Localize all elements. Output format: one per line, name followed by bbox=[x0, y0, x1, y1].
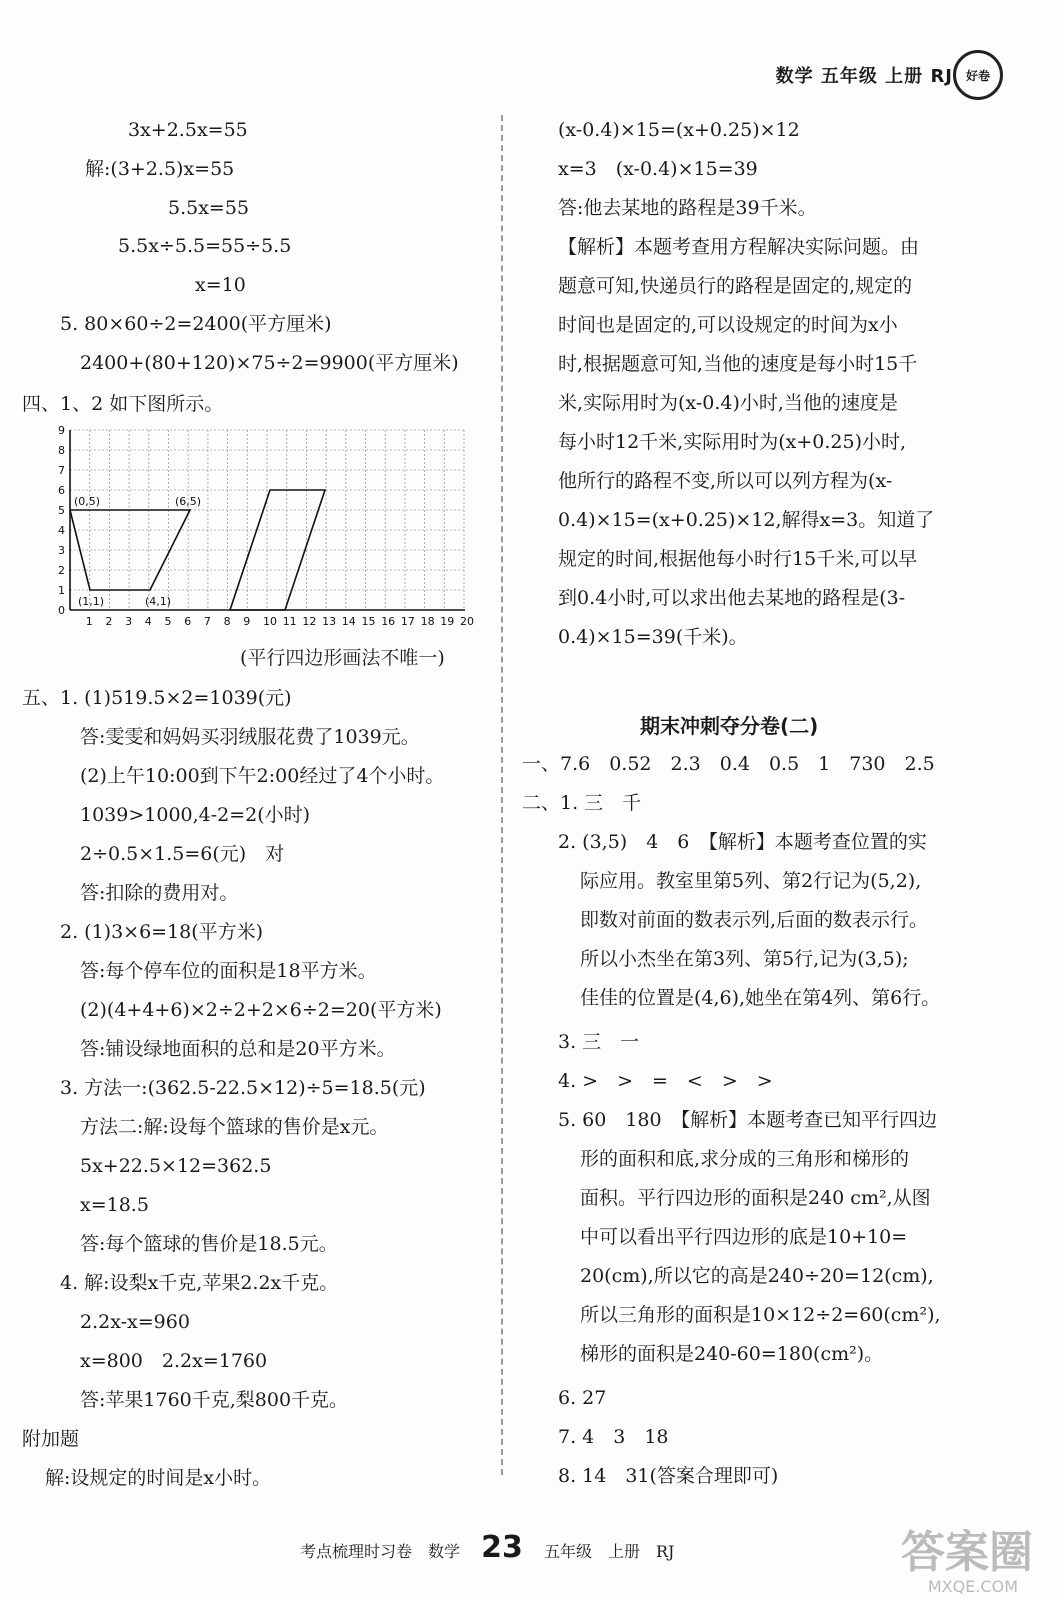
text-line: 规定的时间,根据他每小时行15千米,可以早 bbox=[558, 548, 918, 570]
text-line: 米,实际用时为(x-0.4)小时,当他的速度是 bbox=[558, 392, 898, 414]
text-line: 一、7.6 0.52 2.3 0.4 0.5 1 730 2.5 bbox=[522, 753, 935, 775]
text-line: 0.4)×15=39(千米)。 bbox=[558, 626, 748, 648]
text-line: (2)(4+4+6)×2÷2+2×6÷2=20(平方米) bbox=[80, 999, 442, 1021]
text-line: 答:扣除的费用对。 bbox=[80, 882, 239, 904]
text-line: 题意可知,快递员行的路程是固定的,规定的 bbox=[558, 275, 913, 297]
text-line: x=3 (x-0.4)×15=39 bbox=[558, 158, 758, 180]
x-tick-label: 9 bbox=[243, 615, 251, 628]
text-line: 佳佳的位置是(4,6),她坐在第4列、第6行。 bbox=[580, 987, 941, 1009]
x-tick-label: 14 bbox=[341, 615, 356, 628]
brand-logo: 好卷 bbox=[953, 50, 1003, 100]
text-line: 2.2x-x=960 bbox=[80, 1311, 190, 1333]
x-tick-label: 3 bbox=[125, 615, 133, 628]
x-tick-label: 13 bbox=[322, 615, 337, 628]
text-line: 7. 4 3 18 bbox=[558, 1426, 669, 1448]
text-line: 5.5x÷5.5=55÷5.5 bbox=[118, 235, 292, 257]
text-line: 所以小杰坐在第3列、第5行,记为(3,5); bbox=[580, 948, 909, 970]
text-line: 3. 方法一:(362.5-22.5×12)÷5=18.5(元) bbox=[60, 1077, 426, 1099]
text-line: 2÷0.5×1.5=6(元) 对 bbox=[80, 843, 285, 865]
text-line: 即数对前面的数表示列,后面的数表示行。 bbox=[580, 909, 929, 931]
x-tick-label: 17 bbox=[400, 615, 415, 628]
text-line: 解:(3+2.5)x=55 bbox=[85, 158, 235, 180]
text-line: 0.4)×15=(x+0.25)×12,解得x=3。知道了 bbox=[558, 509, 935, 531]
text-line: x=18.5 bbox=[80, 1194, 149, 1216]
watermark-logo: 答案圈 bbox=[901, 1527, 1033, 1578]
x-tick-label: 12 bbox=[302, 615, 317, 628]
text-line: 五、1. (1)519.5×2=1039(元) bbox=[22, 687, 292, 709]
text-line: 解:设规定的时间是x小时。 bbox=[45, 1467, 272, 1489]
text-line: 5. 80×60÷2=2400(平方厘米) bbox=[60, 313, 332, 335]
text-line: 4. > > = < > > bbox=[558, 1070, 773, 1092]
text-line: 所以三角形的面积是10×12÷2=60(cm²), bbox=[580, 1304, 941, 1326]
section-title: 期末冲刺夺分卷(二) bbox=[640, 714, 819, 738]
text-line: (平行四边形画法不唯一) bbox=[240, 647, 445, 669]
text-line: 到0.4小时,可以求出他去某地的路程是(3- bbox=[558, 587, 906, 609]
footer bbox=[300, 1530, 674, 1565]
text-line: 梯形的面积是240-60=180(cm²)。 bbox=[580, 1343, 884, 1365]
x-tick-label: 7 bbox=[203, 615, 211, 628]
text-line: 6. 27 bbox=[558, 1387, 607, 1409]
text-line: 3. 三 一 bbox=[558, 1031, 640, 1053]
x-tick-label: 20 bbox=[460, 615, 474, 628]
text-line: 4. 解:设梨x千克,苹果2.2x千克。 bbox=[60, 1272, 339, 1294]
text-line: 【解析】本题考查用方程解决实际问题。由 bbox=[558, 236, 920, 258]
text-line: 答:每个篮球的售价是18.5元。 bbox=[80, 1233, 338, 1255]
text-line: 附加题 bbox=[22, 1428, 80, 1450]
point-label: (1,1) bbox=[78, 595, 105, 608]
text-line: 1039>1000,4-2=2(小时) bbox=[80, 804, 311, 826]
y-tick-label: 0 bbox=[58, 604, 65, 617]
y-tick-label: 6 bbox=[58, 484, 65, 497]
text-line: 答:雯雯和妈妈买羽绒服花费了1039元。 bbox=[80, 726, 420, 748]
y-tick-label: 3 bbox=[58, 544, 65, 557]
text-line: 3x+2.5x=55 bbox=[128, 119, 248, 141]
text-line: 5. 60 180 【解析】本题考查已知平行四边 bbox=[558, 1109, 938, 1131]
x-tick-label: 6 bbox=[184, 615, 192, 628]
text-line: 形的面积和底,求分成的三角形和梯形的 bbox=[580, 1148, 910, 1170]
text-line: 答:每个停车位的面积是18平方米。 bbox=[80, 960, 377, 982]
text-line: (2)上午10:00到下午2:00经过了4个小时。 bbox=[80, 765, 445, 787]
text-line: 中可以看出平行四边形的底是10+10= bbox=[580, 1226, 908, 1248]
text-line: 他所行的路程不变,所以可以列方程为(x- bbox=[558, 470, 893, 492]
watermark-url: MXQE.COM bbox=[927, 1577, 1018, 1596]
footer-left: 考点梳理时习卷 数学 bbox=[300, 1542, 461, 1561]
text-line: x=10 bbox=[195, 274, 246, 296]
text-line: 5.5x=55 bbox=[168, 197, 250, 219]
text-line: 每小时12千米,实际用时为(x+0.25)小时, bbox=[558, 431, 907, 453]
text-line: 2. (3,5) 4 6 【解析】本题考查位置的实 bbox=[558, 831, 927, 853]
point-label: (0,5) bbox=[74, 495, 101, 508]
text-line: 答:他去某地的路程是39千米。 bbox=[558, 197, 817, 219]
text-line: 面积。平行四边形的面积是240 cm²,从图 bbox=[580, 1187, 931, 1209]
text-line: 方法二:解:设每个篮球的售价是x元。 bbox=[80, 1116, 389, 1138]
text-line: x=800 2.2x=1760 bbox=[80, 1350, 268, 1372]
point-label: (6,5) bbox=[175, 495, 202, 508]
column-divider bbox=[501, 115, 503, 1475]
x-tick-label: 16 bbox=[381, 615, 396, 628]
text-line: 四、1、2 如下图所示。 bbox=[22, 393, 224, 415]
y-tick-label: 4 bbox=[58, 524, 65, 537]
text-line: 答:铺设绿地面积的总和是20平方米。 bbox=[80, 1038, 396, 1060]
text-line: 2400+(80+120)×75÷2=9900(平方厘米) bbox=[80, 352, 459, 374]
x-tick-label: 11 bbox=[282, 615, 297, 628]
text-line: 2. (1)3×6=18(平方米) bbox=[60, 921, 264, 943]
x-tick-label: 5 bbox=[164, 615, 172, 628]
text-line: 时,根据题意可知,当他的速度是每小时15千 bbox=[558, 353, 918, 375]
x-tick-label: 4 bbox=[144, 615, 152, 628]
text-line: (x-0.4)×15=(x+0.25)×12 bbox=[558, 119, 800, 141]
x-tick-label: 2 bbox=[105, 615, 113, 628]
y-tick-label: 9 bbox=[58, 424, 65, 437]
y-tick-label: 2 bbox=[58, 564, 65, 577]
x-tick-label: 15 bbox=[361, 615, 376, 628]
y-tick-label: 8 bbox=[58, 444, 65, 457]
text-line: 际应用。教室里第5列、第2行记为(5,2), bbox=[580, 870, 922, 892]
text-line: 二、1. 三 千 bbox=[522, 792, 642, 814]
x-tick-label: 19 bbox=[440, 615, 455, 628]
header-title: 数学 五年级 上册 RJ bbox=[775, 66, 953, 87]
y-tick-label: 7 bbox=[58, 464, 65, 477]
x-tick-label: 18 bbox=[420, 615, 435, 628]
text-line: 5x+22.5×12=362.5 bbox=[80, 1155, 272, 1177]
x-tick-label: 1 bbox=[85, 615, 93, 628]
coordinate-grid bbox=[30, 424, 474, 635]
y-tick-label: 1 bbox=[58, 584, 65, 597]
text-line: 答:苹果1760千克,梨800千克。 bbox=[80, 1389, 349, 1411]
text-line: 8. 14 31(答案合理即可) bbox=[558, 1465, 779, 1487]
y-tick-label: 5 bbox=[58, 504, 65, 517]
page-number: 23 bbox=[481, 1530, 523, 1565]
x-tick-label: 8 bbox=[223, 615, 231, 628]
text-line: 时间也是固定的,可以设规定的时间为x小 bbox=[558, 314, 898, 336]
x-tick-label: 10 bbox=[263, 615, 277, 628]
text-line: 20(cm),所以它的高是240÷20=12(cm), bbox=[580, 1265, 934, 1287]
point-label: (4,1) bbox=[145, 595, 172, 608]
footer-right: 五年级 上册 RJ bbox=[543, 1542, 675, 1561]
